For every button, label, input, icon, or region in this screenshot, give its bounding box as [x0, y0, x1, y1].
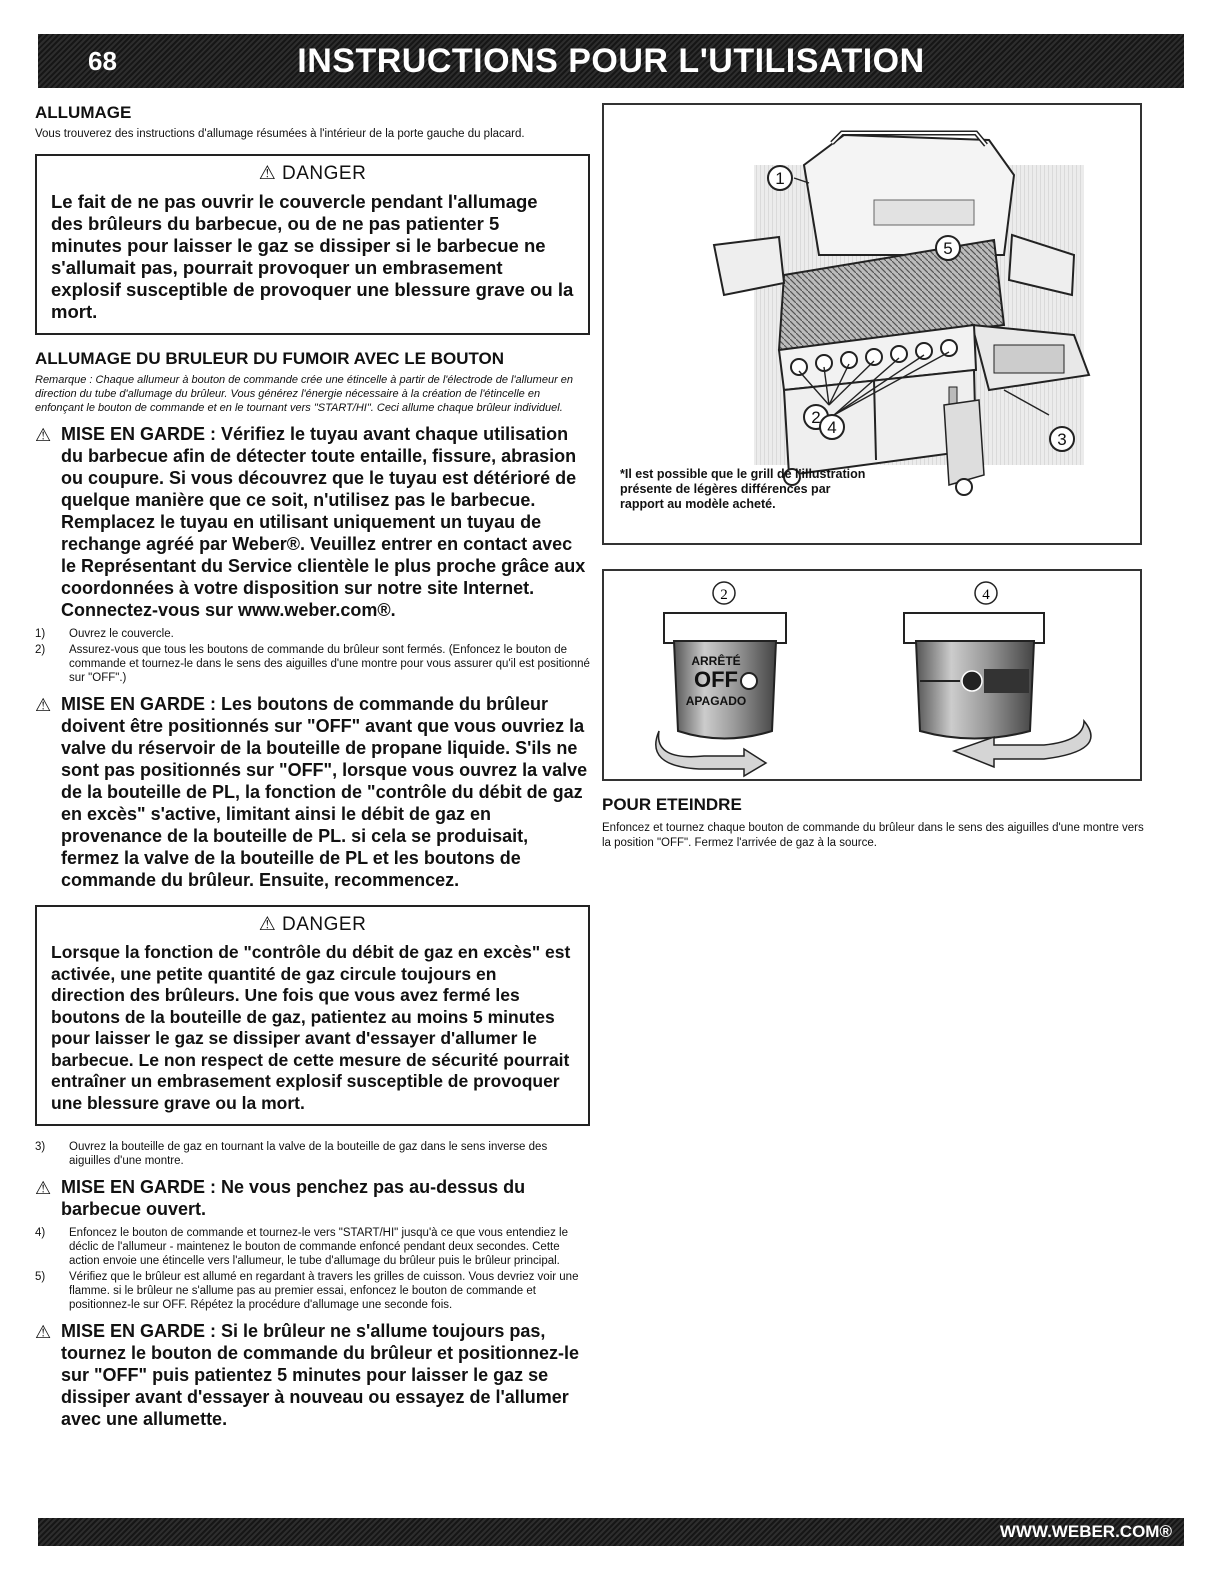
page-title: INSTRUCTIONS POUR L'UTILISATION	[297, 42, 925, 80]
danger-box-2	[35, 905, 590, 1126]
warning-triangle-icon: ⚠	[35, 1178, 52, 1198]
steps-list-a	[35, 627, 590, 685]
warning-triangle-icon: ⚠	[35, 425, 52, 445]
danger-text-2: Lorsque la fonction de "contrôle du débit de gaz en excès" est activée, une petite quantité de gaz circule toujours en direction des brûleurs. Une fois que vous avez fermé les boutons de la bouteille de gaz, patientez au moins 5 minutes pour laisser le gaz se dissiper avant d'essayer d'allumer le barbecue. Le non respect de cette mesure de sécurité pourrait entraîner un embrasement explosif susceptible de provoquer une blessure grave ou la mort.	[51, 942, 571, 1113]
section-title-eteindre: POUR ETEINDRE	[602, 795, 742, 814]
left-column	[35, 103, 590, 1436]
section-title-allumage: ALLUMAGE	[35, 103, 132, 122]
list-item: 3) Ouvrez la bouteille de gaz en tournant la valve de la bouteille de gaz dans le sens inverse des aiguilles d'une montre.	[35, 1141, 548, 1167]
fumoir-note: Remarque : Chaque allumeur à bouton de commande crée une étincelle à partir de l'électrode de l'allumeur en direction du tube d'allumage du brûleur. Vous générez l'énergie nécessaire à la création de l'étincelle en enfonçant le bouton de commande et en le tournant vers "START/HI". Ceci allume chaque brûleur individuel.	[35, 374, 574, 414]
right-column	[602, 103, 1154, 855]
knob-text-apagado: APAGADO	[685, 694, 747, 708]
danger-title-1: ⚠ DANGER	[258, 163, 367, 184]
list-item: 4) Enfoncez le bouton de commande et tournez-le vers "START/HI" jusqu'à ce que vous entendiez le déclic de l'allumeur - maintenez le bouton de commande enfoncé pendant deux secondes. Cette action envoie une étincelle vers l'allumeur, le tube d'allumage du brûleur puis le brûleur principal.	[35, 1227, 568, 1267]
warning-triangle-icon: ⚠	[258, 914, 277, 935]
eteindre-text: Enfoncez et tournez chaque bouton de commande du brûleur dans le sens des aiguilles d'une montre vers la position "OFF". Fermez l'arrivée de gaz à la source.	[602, 822, 1144, 849]
danger-title-2: ⚠ DANGER	[258, 914, 367, 935]
footer-bar	[38, 1518, 1184, 1546]
callout-4: 4	[827, 418, 837, 437]
steps-list-c	[35, 1226, 590, 1312]
section-title-fumoir: ALLUMAGE DU BRULEUR DU FUMOIR AVEC LE BOUTON	[35, 349, 505, 368]
warning-triangle-icon: ⚠	[35, 1322, 52, 1342]
knob-label-2: 2	[720, 587, 728, 603]
warning-triangle-icon: ⚠	[258, 163, 277, 184]
knob-illustration	[604, 571, 1140, 779]
knob-figure	[602, 569, 1142, 781]
caution-1: ⚠ MISE EN GARDE : Vérifiez le tuyau avant chaque utilisation du barbecue afin de détecter toute entaille, fissure, abrasion ou coupure. Si vous découvrez que le tuyau est détérioré de quelque manière que ce soit, n'utilisez pas le barbecue. Remplacez le tuyau en utilisant uniquement un tuyau de rechange agréé par Weber®. Veuillez entrer en contact avec le Représentant du Service clientèle le plus proche grâce aux coordonnées à votre disposition sur notre site Internet. Connectez-vous sur www.weber.com®.	[35, 424, 586, 620]
danger-text-1: Le fait de ne pas ouvrir le couvercle pendant l'allumage des brûleurs du barbecue, ou de ne pas patienter 5 minutes pour laisser le gaz se dissiper si le barbecue ne s'allumait pas, pourrait provoquer un embrasement explosif susceptible de provoquer une blessure grave ou la mort.	[51, 191, 574, 322]
grill-figure	[602, 103, 1142, 545]
danger-box-1	[35, 154, 590, 335]
caution-4: ⚠ MISE EN GARDE : Si le brûleur ne s'allume toujours pas, tournez le bouton de commande du brûleur et positionnez-le sur "OFF" puis patientez 5 minutes pour laisser le gaz se dissiper avant d'essayer à nouveau ou essayez de l'allumer avec une allumette.	[35, 1321, 580, 1429]
callout-1: 1	[775, 169, 785, 188]
list-item: 2) Assurez-vous que tous les boutons de commande du brûleur sont fermés. (Enfoncez le bouton de commande et tournez-le dans le sens des aiguilles d'une montre pour vous assurer qu'il est positionné sur "OFF".)	[35, 644, 590, 684]
list-item: 1) Ouvrez le couvercle.	[35, 628, 174, 640]
caution-3: ⚠ MISE EN GARDE : Ne vous penchez pas au-dessus du barbecue ouvert.	[35, 1177, 526, 1219]
callout-2: 2	[811, 408, 821, 427]
footer-url: WWW.WEBER.COM®	[999, 1522, 1172, 1541]
callout-3: 3	[1057, 430, 1067, 449]
page-number: 68	[88, 46, 117, 76]
steps-list-b	[35, 1140, 590, 1168]
grill-caption: *Il est possible que le grill de l'illustration présente de légères différences par rapport au modèle acheté.	[620, 467, 866, 511]
caution-2: ⚠ MISE EN GARDE : Les boutons de commande du brûleur doivent être positionnés sur "OFF" avant que vous ouvriez la valve du réservoir de la bouteille de propane liquide. S'ils ne sont pas positionnés sur "OFF", lorsque vous ouvrez la valve de la bouteille de PL, la fonction de "contrôle du débit de gaz en excès" s'active, limitant ainsi le débit de gaz en provenance de la bouteille de PL. si cela se produisait, fermez la valve de la bouteille de PL et les boutons de commande du brûleur. Ensuite, recommencez.	[35, 694, 588, 890]
warning-triangle-icon: ⚠	[35, 695, 52, 715]
callout-5: 5	[943, 239, 953, 258]
knob-text-arrete: ARRÊTÉ	[691, 654, 741, 668]
allumage-text: Vous trouverez des instructions d'allumage résumées à l'intérieur de la porte gauche du placard.	[35, 128, 525, 140]
list-item: 5) Vérifiez que le brûleur est allumé en regardant à travers les grilles de cuisson. Vous devriez voir une flamme. si le brûleur ne s'allume pas au premier essai, enfoncez le bouton de commande et positionnez-le sur OFF. Répétez la procédure d'allumage une seconde fois.	[35, 1271, 579, 1311]
page-header-bar	[38, 34, 1184, 88]
knob-label-4: 4	[982, 587, 990, 603]
knob-text-off: OFF	[694, 667, 738, 692]
